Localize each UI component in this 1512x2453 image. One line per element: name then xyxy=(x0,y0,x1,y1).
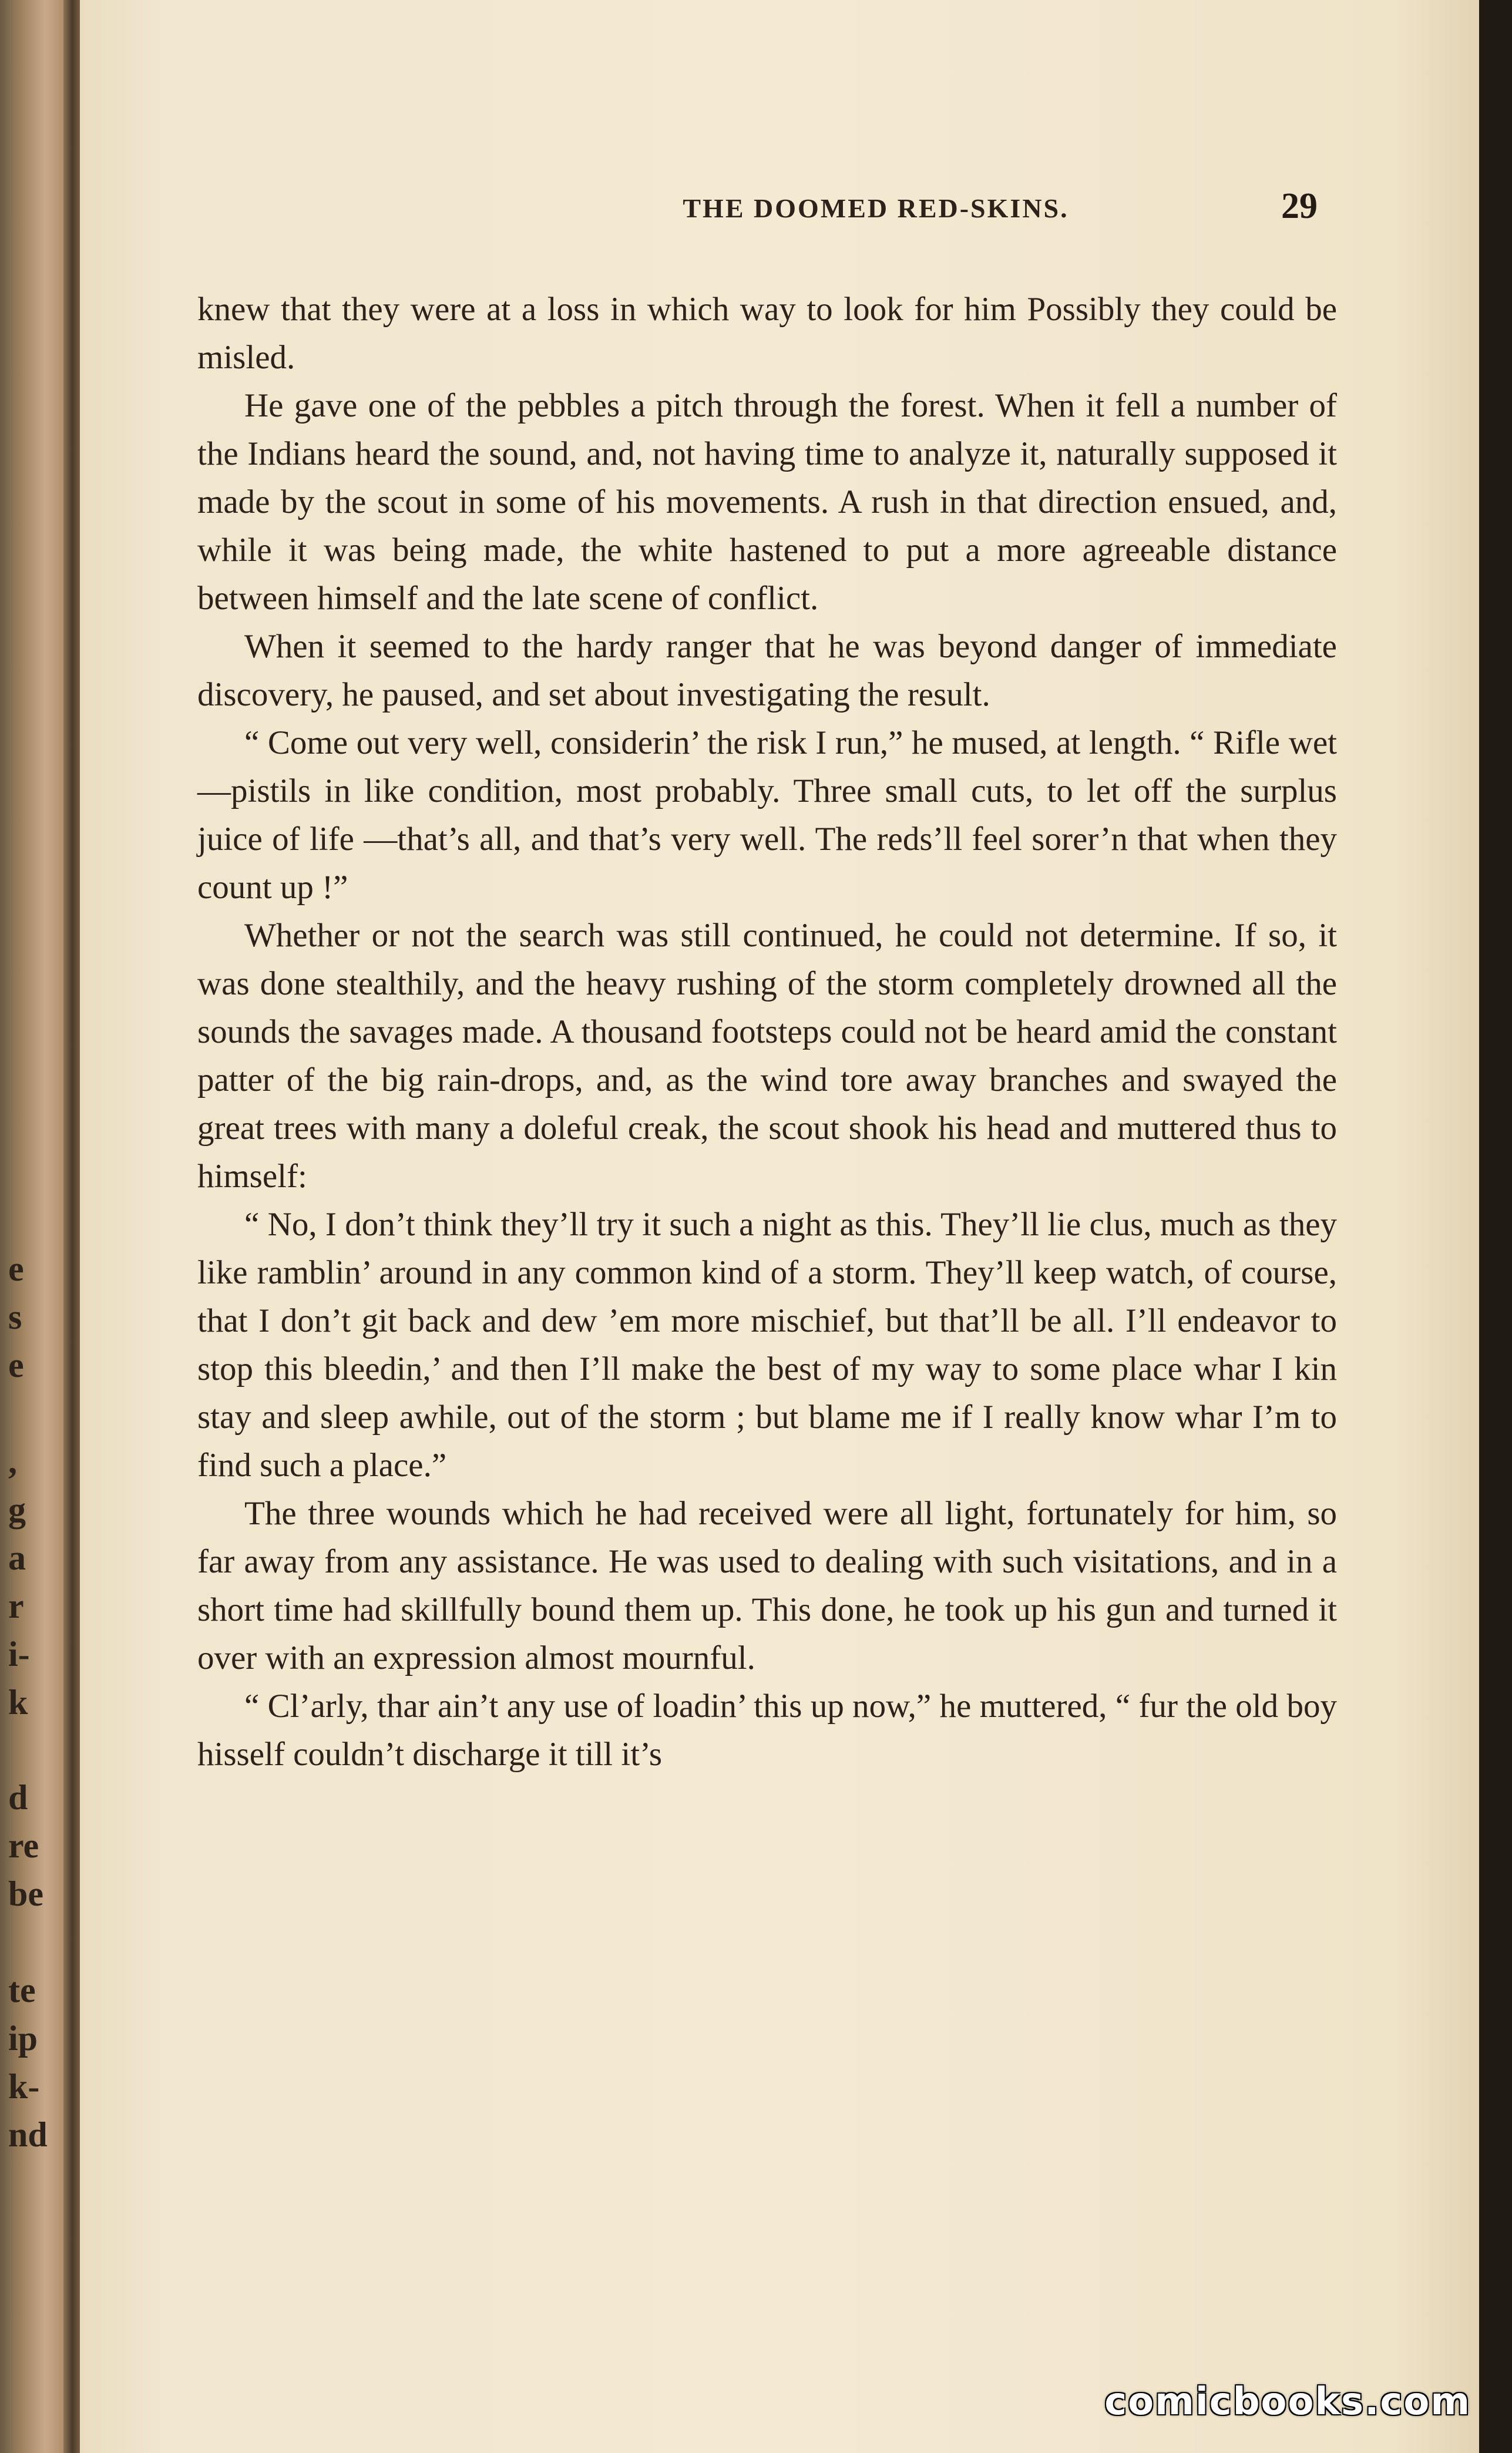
page-number: 29 xyxy=(1281,186,1318,226)
margin-fragment: i- xyxy=(8,1635,30,1674)
margin-fragment: ip xyxy=(8,2019,38,2058)
paragraph: He gave one of the pebbles a pitch through the forest. When it fell a number of the Indians heard the sound, and, not having time to analyze it, naturally supposed it made by the scout in some of his movements. A rush in that direction ensued, and, while it was being made, the white hastened to put a more agreeable distance between himself and the late scene of conflict. xyxy=(197,387,1337,617)
margin-fragment: k- xyxy=(8,2067,40,2106)
running-title: THE DOOMED RED-SKINS. xyxy=(683,193,1069,223)
margin-fragment: s xyxy=(8,1298,22,1336)
margin-fragment: be xyxy=(8,1874,43,1913)
margin-fragment: te xyxy=(8,1971,36,2010)
margin-fragment: , xyxy=(8,1442,17,1481)
margin-fragment: d xyxy=(8,1778,28,1817)
margin-fragment: nd xyxy=(8,2115,48,2154)
book-spine-fold xyxy=(63,0,81,2453)
margin-fragment: e xyxy=(8,1249,24,1288)
margin-fragment: a xyxy=(8,1538,26,1577)
paragraph: “ Come out very well, considerin’ the risk I run,” he mused, at length. “ Rifle wet—pistils in like condition, most probably. Three small cuts, to let off the surplus juice of life —that’s all, and that’s very well. The reds’ll feel sorer’n that when they count up !” xyxy=(197,724,1337,906)
paragraph: When it seemed to the hardy ranger that he was beyond danger of immediate discovery, he paused, and set about investigating the result. xyxy=(197,628,1337,713)
book-page xyxy=(80,0,1479,2453)
margin-fragment: re xyxy=(8,1826,39,1865)
margin-fragment: k xyxy=(8,1683,28,1722)
margin-fragment: g xyxy=(8,1490,26,1529)
margin-fragment: e xyxy=(8,1346,24,1385)
paragraph: knew that they were at a loss in which way to look for him Possibly they could be misled. xyxy=(197,291,1337,376)
page-body xyxy=(197,285,1337,1779)
margin-fragment: r xyxy=(8,1587,24,1625)
paragraph: The three wounds which he had received were all light, fortunately for him, so far away from any assistance. He was used to dealing with such visitations, and in a short time had skillfully bound them up. This done, he took up his gun and turned it over with an expression almost mournful. xyxy=(197,1495,1337,1676)
paragraph: “ No, I don’t think they’ll try it such a night as this. They’ll lie clus, much as they like ramblin’ around in any common kind of a storm. They’ll keep watch, of course, that I don’t git back and dew ’em more mischief, but that’ll be all. I’ll endeavor to stop this bleedin,’ and then I’ll make the best of my way to some place whar I kin stay and sleep awhile, out of the storm ; but blame me if I really know whar I’m to find such a place.” xyxy=(197,1206,1337,1484)
background-right xyxy=(1479,0,1512,2453)
paragraph: “ Cl’arly, thar ain’t any use of loadin’ this up now,” he muttered, “ fur the old boy hisself couldn’t discharge it till it’s xyxy=(197,1688,1337,1773)
paragraph: Whether or not the search was still continued, he could not determine. If so, it was done stealthily, and the heavy rushing of the storm completely drowned all the sounds the savages made. A thousand footsteps could not be heard amid the constant patter of the big rain-drops, and, as the wind tore away branches and swayed the great trees with many a doleful creak, the scout shook his head and muttered thus to himself: xyxy=(197,917,1337,1195)
watermark-logo: comicbooks.com xyxy=(1104,2380,1471,2424)
